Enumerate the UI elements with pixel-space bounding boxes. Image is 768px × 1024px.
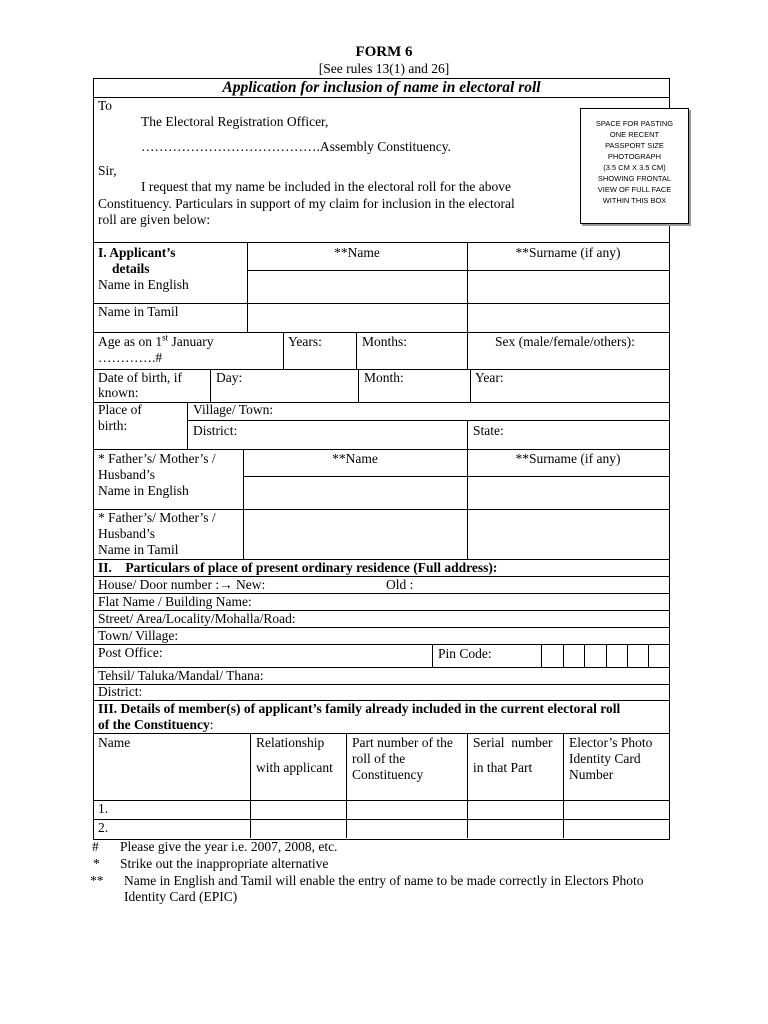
intro-to: To — [98, 98, 113, 113]
member-part-header: Part number of the — [352, 735, 453, 750]
age-months-field[interactable]: Months: — [362, 334, 408, 349]
relative-surname-tamil-field[interactable] — [468, 510, 668, 558]
photo-box-text: SPACE FOR PASTING — [595, 119, 674, 128]
footnote-epic-line2: Identity Card (EPIC) — [124, 889, 238, 904]
photo-box-text: PHOTOGRAPH — [607, 152, 662, 161]
dob-year-field[interactable]: Year: — [475, 370, 504, 385]
col-divider — [467, 332, 468, 369]
section1-top-line — [93, 242, 669, 243]
section3-heading-constituency: of the Constituency — [98, 717, 210, 732]
member-relationship-header-2: with applicant — [256, 760, 333, 775]
birth-state-field[interactable]: State: — [473, 423, 504, 438]
section3-heading: III. Details of member(s) of applicant’s family already included in the current electoral roll — [98, 701, 621, 716]
photo-paste-box[interactable] — [580, 108, 689, 224]
dob-label-known: known: — [98, 385, 139, 400]
sex-field[interactable]: Sex (male/female/others): — [495, 334, 635, 349]
section1-heading-details: details — [112, 261, 150, 276]
pin-digit-box[interactable] — [649, 645, 668, 666]
dob-month-field[interactable]: Month: — [364, 370, 404, 385]
photo-box-text: ONE RECENT — [609, 130, 660, 139]
footnote-mark: # — [92, 839, 99, 854]
photo-box-text: SHOWING FRONTAL — [597, 174, 672, 183]
section2-heading: II. Particulars of place of present ordinary residence (Full address): — [98, 560, 498, 575]
relative-label-husband: Husband’s — [98, 467, 155, 482]
name-tamil-label: Name in Tamil — [98, 304, 179, 319]
age-label-text: Age as on 1 — [98, 334, 163, 349]
tehsil-field[interactable]: Tehsil/ Taluka/Mandal/ Thana: — [98, 668, 264, 683]
pob-label: Place of — [98, 402, 142, 417]
form-number: FORM 6 — [355, 44, 413, 60]
section3-heading-colon: : — [209, 717, 214, 732]
relative-name-english-field[interactable] — [244, 477, 466, 509]
table-row[interactable] — [110, 820, 668, 837]
pin-code-label: Pin Code: — [438, 646, 492, 661]
relative-label: * Father’s/ Mother’s / — [98, 451, 216, 466]
pin-digit-box[interactable] — [564, 645, 583, 666]
row-line — [93, 627, 669, 628]
footnote-year: Please give the year i.e. 2007, 2008, etc. — [120, 839, 338, 854]
house-old-field[interactable]: Old : — [386, 577, 414, 592]
member-epic-header-2: Identity Card — [569, 751, 641, 766]
post-office-field[interactable]: Post Office: — [98, 645, 163, 660]
member-row-number: 2. — [98, 820, 109, 835]
intro-sir: Sir, — [98, 163, 117, 178]
dob-day-field[interactable]: Day: — [216, 370, 243, 385]
intro-request-line2: Constituency. Particulars in support of my claim for inclusion in the electoral — [98, 196, 515, 211]
age-label — [98, 334, 214, 350]
member-serial-header: Serial number — [473, 735, 553, 750]
form-title: Application for inclusion of name in electoral roll — [222, 79, 541, 96]
age-years-field[interactable]: Years: — [288, 334, 322, 349]
intro-constituency: ………………………………….Assembly Constituency. — [141, 139, 451, 154]
applicant-surname-english-field[interactable] — [468, 271, 668, 303]
name-column-header: **Name — [334, 245, 380, 260]
row-line — [93, 684, 669, 685]
relative-name-tamil-field[interactable] — [244, 510, 466, 558]
village-town-field[interactable]: Village/ Town: — [193, 402, 274, 417]
member-row-number: 1. — [98, 801, 109, 816]
age-year-blank[interactable]: ………….# — [98, 350, 163, 365]
col-divider — [356, 332, 357, 369]
row-line — [187, 420, 669, 421]
surname-column-header: **Surname (if any) — [515, 245, 621, 260]
pin-digit-box[interactable] — [607, 645, 626, 666]
relative-surname-english-field[interactable] — [468, 477, 668, 509]
photo-box-text: WITHIN THIS BOX — [602, 196, 667, 205]
dob-label: Date of birth, if — [98, 370, 182, 385]
col-divider — [467, 420, 468, 449]
flat-building-field[interactable]: Flat Name / Building Name: — [98, 594, 252, 609]
intro-request-line1: I request that my name be included in the electoral roll for the above — [141, 179, 511, 194]
name-english-label: Name in English — [98, 277, 189, 292]
row-line — [93, 332, 669, 333]
photo-box-text: (3.5 CM X 3.5 CM) — [603, 163, 666, 172]
age-label-text: January — [168, 334, 214, 349]
relative-name-tamil-label: Name in Tamil — [98, 542, 179, 557]
photo-box-text: PASSPORT SIZE — [605, 141, 664, 150]
relative-name-english-label: Name in English — [98, 483, 189, 498]
member-epic-header-3: Number — [569, 767, 614, 782]
row-line — [93, 449, 669, 450]
member-epic-header: Elector’s Photo — [569, 735, 653, 750]
intro-request-line3: roll are given below: — [98, 212, 211, 227]
member-relationship-header: Relationship — [256, 735, 325, 750]
birth-district-field[interactable]: District: — [193, 423, 238, 438]
age-label-sup: st — [162, 332, 169, 343]
footnote-mark: ** — [90, 873, 104, 888]
pin-digit-box[interactable] — [542, 645, 562, 666]
member-part-header-2: roll of the — [352, 751, 406, 766]
member-name-header: Name — [98, 735, 131, 750]
relative-label-husband: Husband’s — [98, 526, 155, 541]
col-divider — [358, 369, 359, 402]
col-divider — [432, 644, 433, 667]
row-line — [93, 733, 669, 734]
row-line — [93, 402, 669, 403]
section1-heading: I. Applicant’s — [98, 245, 176, 260]
relative-label: * Father’s/ Mother’s / — [98, 510, 216, 525]
house-new-field[interactable]: House/ Door number :→ New: — [98, 577, 266, 592]
relative-surname-column-header: **Surname (if any) — [515, 451, 621, 466]
applicant-name-english-field[interactable] — [248, 271, 466, 303]
section3-heading-line2 — [98, 717, 214, 733]
table-row[interactable] — [110, 801, 668, 819]
photo-box-text: VIEW OF FULL FACE — [597, 185, 672, 194]
applicant-name-tamil-field[interactable] — [248, 304, 466, 332]
footnote-mark: * — [93, 856, 100, 871]
col-divider — [283, 332, 284, 369]
rules-reference: [See rules 13(1) and 26] — [318, 61, 450, 76]
member-serial-header-2: in that Part — [473, 760, 533, 775]
relative-name-column-header: **Name — [332, 451, 378, 466]
intro-officer: The Electoral Registration Officer, — [141, 114, 329, 129]
applicant-surname-tamil-field[interactable] — [468, 304, 668, 332]
col-divider — [210, 369, 211, 402]
col-divider — [187, 402, 188, 449]
pin-digit-box[interactable] — [585, 645, 605, 666]
town-village-field[interactable]: Town/ Village: — [98, 628, 179, 643]
col-divider — [470, 369, 471, 402]
footnote-epic: Name in English and Tamil will enable the entry of name to be made correctly in Electors Photo — [124, 873, 644, 888]
footnote-strike: Strike out the inappropriate alternative — [120, 856, 329, 871]
pob-label-birth: birth: — [98, 418, 128, 433]
title-divider — [93, 97, 669, 98]
member-part-header-3: Constituency — [352, 767, 424, 782]
address-district-field[interactable]: District: — [98, 684, 143, 699]
street-area-field[interactable]: Street/ Area/Locality/Mohalla/Road: — [98, 611, 296, 626]
pin-digit-box[interactable] — [628, 645, 647, 666]
